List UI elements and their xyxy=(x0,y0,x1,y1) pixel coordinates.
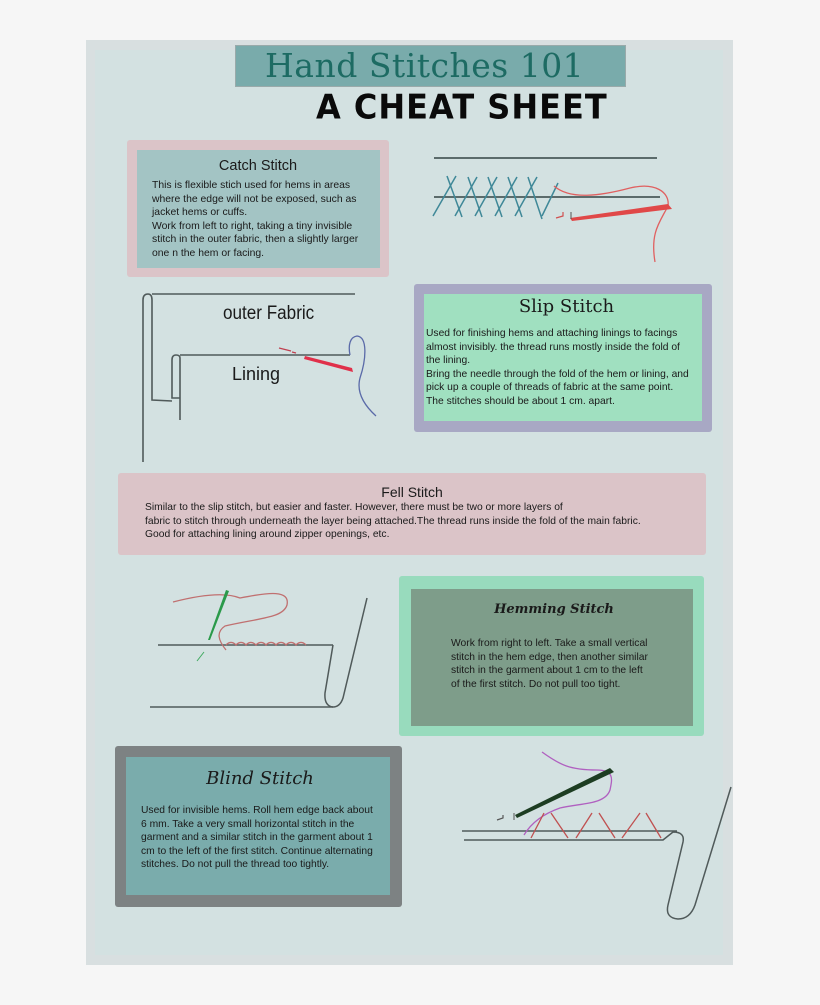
text-line: the lining. xyxy=(426,355,471,366)
slip-stitch-card xyxy=(414,284,712,432)
outer-fabric-label: outer Fabric xyxy=(223,303,315,324)
catch-stitch-title: Catch Stitch xyxy=(218,158,298,174)
text-line: The stitches should be about 1 cm. apart. xyxy=(426,395,615,407)
text-line: almost invisibly. the thread runs mostly inside the fold of xyxy=(426,341,680,353)
blind-stitch-card xyxy=(115,746,402,907)
text-line: jacket hems or cuffs. xyxy=(152,207,248,218)
text-line: where the edge will not be exposed, such as xyxy=(152,193,357,205)
slip-stitch-title: Slip Stitch xyxy=(518,296,615,317)
page-title: Hand Stitches 101 xyxy=(265,46,585,85)
lining-label: Lining xyxy=(232,364,281,384)
text-line: 6 mm. Take a very small horizontal stitch in the xyxy=(141,818,355,830)
text-line: cm to the left of the first stitch. Continue alternating xyxy=(141,845,373,857)
page-subtitle: A CHEAT SHEET xyxy=(316,87,608,127)
text-line: Used for finishing hems and attaching linings to facings xyxy=(426,328,678,339)
text-line: Work from left to right, taking a tiny invisible xyxy=(152,220,353,232)
text-line: stitch in the outer fabric, then a slightly larger xyxy=(152,234,359,245)
text-line: stitch in the hem edge, then another similar xyxy=(451,651,648,663)
text-line: stitch in the garment about 1 cm to the left xyxy=(451,665,643,676)
text-line: Work from right to left. Take a small vertical xyxy=(451,638,648,649)
hemming-stitch-title: Hemming Stitch xyxy=(494,602,614,617)
catch-stitch-card xyxy=(127,140,389,277)
text-line: fabric to stitch through underneath the layer being attached.The thread runs inside the fold of the main fabric. xyxy=(145,515,641,527)
text-line: Used for invisible hems. Roll hem edge back about xyxy=(141,805,373,816)
fell-stitch-description xyxy=(145,501,641,542)
slip-stitch-description xyxy=(426,327,689,408)
text-line: Similar to the slip stitch, but easier and faster. However, there must be two or more layers of xyxy=(145,502,563,513)
blind-stitch-title: Blind Stitch xyxy=(206,768,314,789)
text-line: This is flexible stich used for hems in areas xyxy=(152,180,351,191)
text-line: Bring the needle through the fold of the hem or lining, and xyxy=(426,368,689,380)
text-line: pick up a couple of threads of fabric at the same point. xyxy=(426,382,674,393)
fell-stitch-title: Fell Stitch xyxy=(381,484,443,500)
text-line: stitches. Do not pull the thread too tightly. xyxy=(141,859,330,870)
hemming-stitch-card xyxy=(399,576,704,736)
fell-stitch-card xyxy=(118,473,706,555)
text-line: one n the hem or facing. xyxy=(152,247,265,259)
blind-stitch-description xyxy=(141,804,373,872)
text-line: of the first stitch. Do not pull too tight. xyxy=(451,678,621,690)
hemming-stitch-description xyxy=(451,637,648,691)
text-line: garment and a similar stitch in the garment about 1 xyxy=(141,832,373,843)
catch-stitch-description xyxy=(152,179,358,260)
text-line: Good for attaching lining around zipper openings, etc. xyxy=(145,529,390,540)
